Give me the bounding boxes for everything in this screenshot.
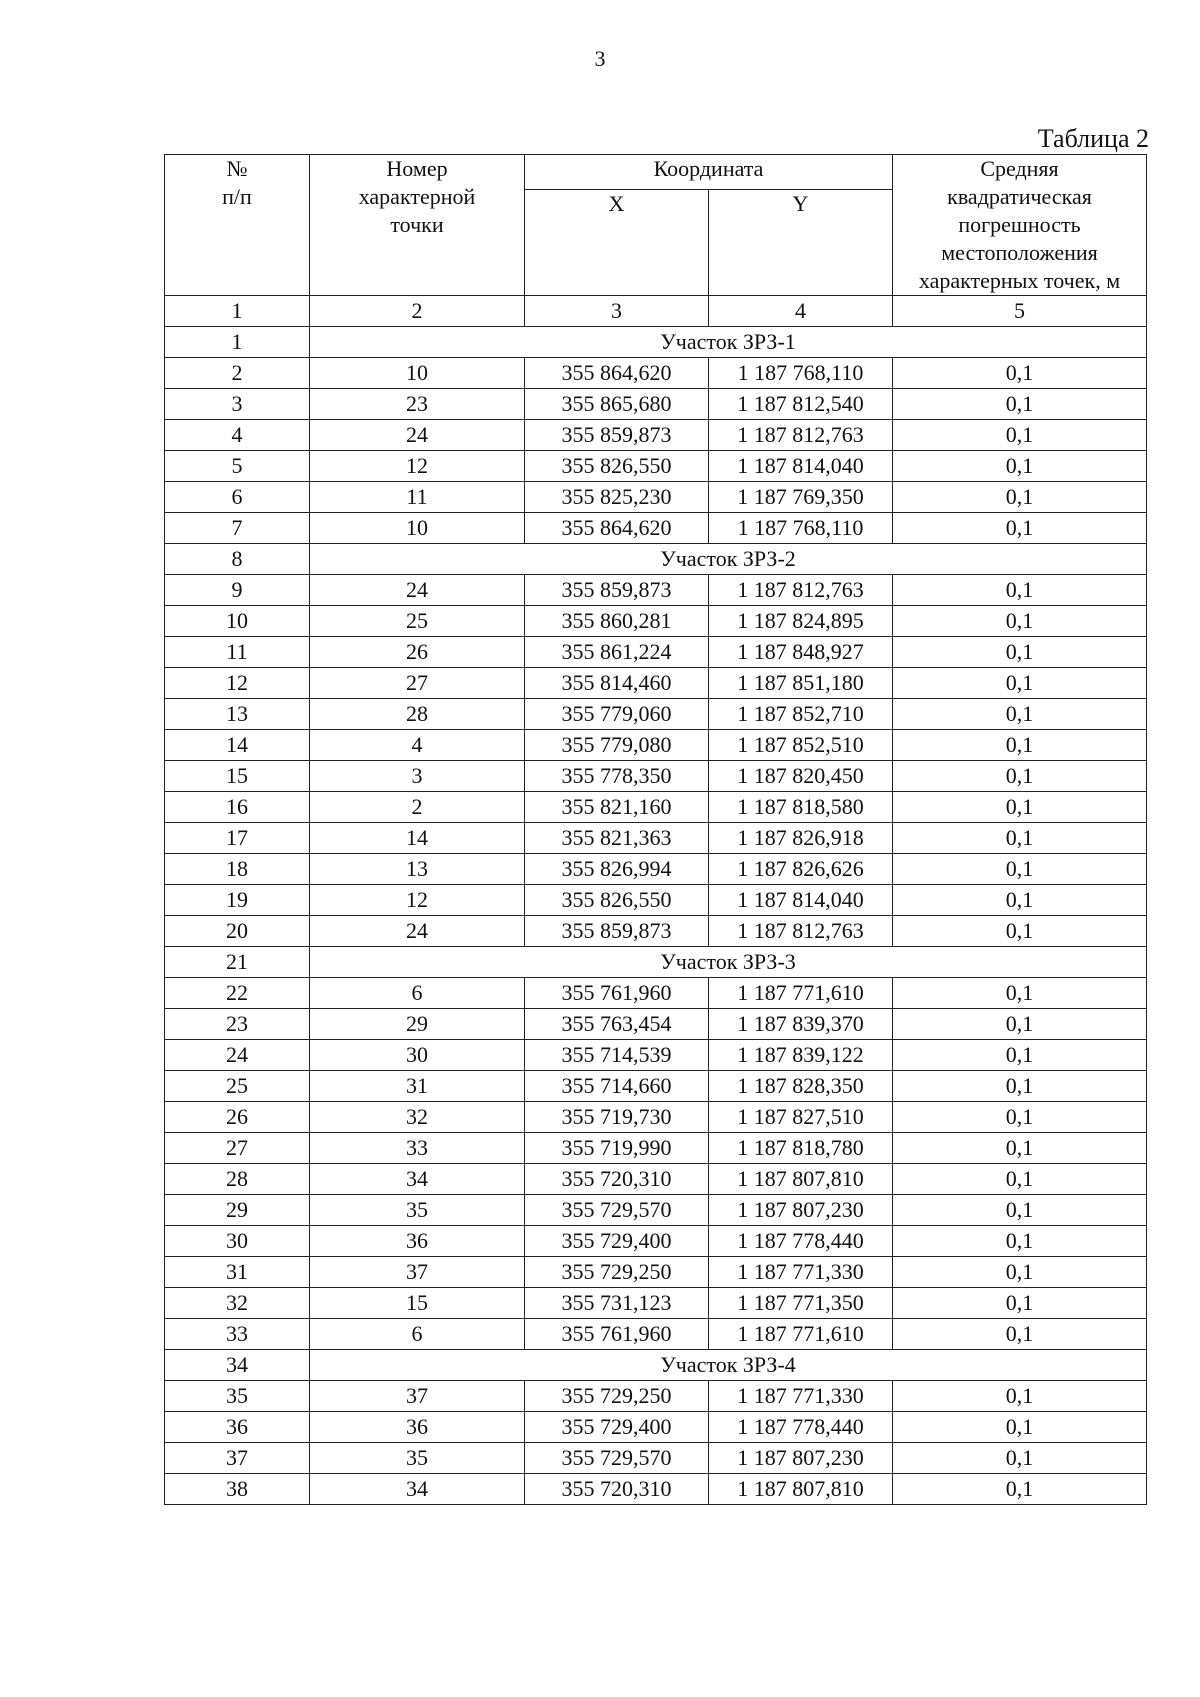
error-cell: 0,1: [893, 823, 1147, 854]
coordinate-x-cell: 355 859,873: [525, 420, 709, 451]
row-number-cell: 30: [165, 1226, 310, 1257]
coordinate-y-cell: 1 187 839,370: [709, 1009, 893, 1040]
point-number-cell: 30: [310, 1040, 525, 1071]
row-number-cell: 34: [165, 1350, 310, 1381]
row-number-cell: 3: [165, 389, 310, 420]
section-row: [165, 1350, 1147, 1381]
row-number-cell: 38: [165, 1474, 310, 1505]
coordinate-y-cell: 1 187 807,810: [709, 1474, 893, 1505]
coordinate-x-cell: 355 826,550: [525, 451, 709, 482]
row-number-cell: 13: [165, 699, 310, 730]
error-cell: 0,1: [893, 916, 1147, 947]
table-row: [165, 1474, 1147, 1505]
table-row: [165, 1319, 1147, 1350]
header-coordinate: Координата: [525, 155, 893, 190]
row-number-cell: 11: [165, 637, 310, 668]
table-row: [165, 606, 1147, 637]
coordinate-y-cell: 1 187 778,440: [709, 1412, 893, 1443]
error-cell: 0,1: [893, 885, 1147, 916]
table-row: [165, 1257, 1147, 1288]
error-cell: 0,1: [893, 792, 1147, 823]
point-number-cell: 33: [310, 1133, 525, 1164]
table-row: [165, 389, 1147, 420]
header-y: Y: [709, 189, 893, 295]
point-number-cell: 13: [310, 854, 525, 885]
row-number-cell: 27: [165, 1133, 310, 1164]
page-number: 3: [594, 46, 606, 71]
point-number-cell: 32: [310, 1102, 525, 1133]
error-cell: 0,1: [893, 1102, 1147, 1133]
table-header: [165, 155, 1147, 327]
coordinate-x-cell: 355 761,960: [525, 978, 709, 1009]
coordinate-y-cell: 1 187 824,895: [709, 606, 893, 637]
table-row: [165, 699, 1147, 730]
coordinate-x-cell: 355 719,990: [525, 1133, 709, 1164]
coordinate-y-cell: 1 187 839,122: [709, 1040, 893, 1071]
table-row: [165, 420, 1147, 451]
error-cell: 0,1: [893, 761, 1147, 792]
coordinate-y-cell: 1 187 852,710: [709, 699, 893, 730]
section-row: [165, 327, 1147, 358]
coordinate-x-cell: 355 821,363: [525, 823, 709, 854]
error-cell: 0,1: [893, 978, 1147, 1009]
error-cell: 0,1: [893, 513, 1147, 544]
coordinate-y-cell: 1 187 771,330: [709, 1257, 893, 1288]
table-row: [165, 1195, 1147, 1226]
row-number-cell: 15: [165, 761, 310, 792]
error-cell: 0,1: [893, 1412, 1147, 1443]
table-row: [165, 482, 1147, 513]
coordinate-y-cell: 1 187 828,350: [709, 1071, 893, 1102]
coordinate-x-cell: 355 825,230: [525, 482, 709, 513]
point-number-cell: 35: [310, 1195, 525, 1226]
error-cell: 0,1: [893, 1257, 1147, 1288]
coordinate-y-cell: 1 187 768,110: [709, 513, 893, 544]
coordinate-y-cell: 1 187 768,110: [709, 358, 893, 389]
coordinate-y-cell: 1 187 851,180: [709, 668, 893, 699]
point-number-cell: 10: [310, 358, 525, 389]
row-number-cell: 10: [165, 606, 310, 637]
row-number-cell: 8: [165, 544, 310, 575]
row-number-cell: 5: [165, 451, 310, 482]
point-number-cell: 35: [310, 1443, 525, 1474]
table-row: [165, 1412, 1147, 1443]
coordinate-x-cell: 355 731,123: [525, 1288, 709, 1319]
point-number-cell: 37: [310, 1257, 525, 1288]
coordinate-y-cell: 1 187 771,610: [709, 978, 893, 1009]
table-row: [165, 885, 1147, 916]
error-cell: 0,1: [893, 668, 1147, 699]
error-cell: 0,1: [893, 1288, 1147, 1319]
coordinate-y-cell: 1 187 771,350: [709, 1288, 893, 1319]
coordinate-y-cell: 1 187 826,626: [709, 854, 893, 885]
error-cell: 0,1: [893, 451, 1147, 482]
column-number: 3: [525, 296, 709, 327]
coordinate-y-cell: 1 187 778,440: [709, 1226, 893, 1257]
error-cell: 0,1: [893, 1195, 1147, 1226]
point-number-cell: 31: [310, 1071, 525, 1102]
section-title-cell: Участок ЗРЗ-1: [310, 327, 1147, 358]
coordinate-x-cell: 355 864,620: [525, 513, 709, 544]
coordinate-y-cell: 1 187 852,510: [709, 730, 893, 761]
point-number-cell: 25: [310, 606, 525, 637]
error-cell: 0,1: [893, 1040, 1147, 1071]
table-row: [165, 1164, 1147, 1195]
table-row: [165, 1009, 1147, 1040]
error-cell: 0,1: [893, 1319, 1147, 1350]
table-row: [165, 1288, 1147, 1319]
coordinate-x-cell: 355 763,454: [525, 1009, 709, 1040]
point-number-cell: 15: [310, 1288, 525, 1319]
table-row: [165, 451, 1147, 482]
header-x: X: [525, 189, 709, 295]
coordinate-x-cell: 355 729,250: [525, 1257, 709, 1288]
row-number-cell: 19: [165, 885, 310, 916]
coordinate-y-cell: 1 187 827,510: [709, 1102, 893, 1133]
coordinate-x-cell: 355 864,620: [525, 358, 709, 389]
error-cell: 0,1: [893, 1071, 1147, 1102]
coordinate-x-cell: 355 714,660: [525, 1071, 709, 1102]
error-cell: 0,1: [893, 637, 1147, 668]
coordinate-y-cell: 1 187 820,450: [709, 761, 893, 792]
coordinate-y-cell: 1 187 814,040: [709, 885, 893, 916]
error-cell: 0,1: [893, 699, 1147, 730]
table-row: [165, 823, 1147, 854]
column-number: 5: [893, 296, 1147, 327]
coordinate-y-cell: 1 187 848,927: [709, 637, 893, 668]
point-number-cell: 24: [310, 420, 525, 451]
coordinate-y-cell: 1 187 771,330: [709, 1381, 893, 1412]
coordinate-x-cell: 355 814,460: [525, 668, 709, 699]
table-row: [165, 575, 1147, 606]
point-number-cell: 11: [310, 482, 525, 513]
coordinate-x-cell: 355 761,960: [525, 1319, 709, 1350]
table-row: [165, 1133, 1147, 1164]
row-number-cell: 20: [165, 916, 310, 947]
coordinate-x-cell: 355 865,680: [525, 389, 709, 420]
error-cell: 0,1: [893, 730, 1147, 761]
coordinate-x-cell: 355 779,080: [525, 730, 709, 761]
point-number-cell: 37: [310, 1381, 525, 1412]
coordinate-y-cell: 1 187 769,350: [709, 482, 893, 513]
coordinate-y-cell: 1 187 818,580: [709, 792, 893, 823]
table-body: [165, 327, 1147, 1505]
point-number-cell: 24: [310, 916, 525, 947]
row-number-cell: 4: [165, 420, 310, 451]
header-number: № п/п: [165, 155, 310, 296]
error-cell: 0,1: [893, 1164, 1147, 1195]
coordinate-y-cell: 1 187 771,610: [709, 1319, 893, 1350]
point-number-cell: 6: [310, 978, 525, 1009]
coordinate-y-cell: 1 187 812,540: [709, 389, 893, 420]
table-row: [165, 1443, 1147, 1474]
point-number-cell: 2: [310, 792, 525, 823]
row-number-cell: 29: [165, 1195, 310, 1226]
row-number-cell: 6: [165, 482, 310, 513]
coordinate-y-cell: 1 187 807,230: [709, 1195, 893, 1226]
coordinate-y-cell: 1 187 812,763: [709, 916, 893, 947]
error-cell: 0,1: [893, 1474, 1147, 1505]
table-row: [165, 761, 1147, 792]
table-row: [165, 358, 1147, 389]
coordinate-x-cell: 355 720,310: [525, 1164, 709, 1195]
column-number: 4: [709, 296, 893, 327]
coordinate-x-cell: 355 859,873: [525, 916, 709, 947]
table-row: [165, 978, 1147, 1009]
row-number-cell: 21: [165, 947, 310, 978]
point-number-cell: 28: [310, 699, 525, 730]
error-cell: 0,1: [893, 358, 1147, 389]
error-cell: 0,1: [893, 854, 1147, 885]
coordinate-x-cell: 355 861,224: [525, 637, 709, 668]
point-number-cell: 6: [310, 1319, 525, 1350]
point-number-cell: 36: [310, 1226, 525, 1257]
table-row: [165, 1071, 1147, 1102]
error-cell: 0,1: [893, 1226, 1147, 1257]
coordinate-x-cell: 355 860,281: [525, 606, 709, 637]
coordinate-x-cell: 355 826,994: [525, 854, 709, 885]
row-number-cell: 17: [165, 823, 310, 854]
column-numbers-row: [165, 296, 1147, 327]
point-number-cell: 12: [310, 451, 525, 482]
header-point-number: Номер характерной точки: [310, 155, 525, 296]
table-row: [165, 730, 1147, 761]
table-row: [165, 668, 1147, 699]
row-number-cell: 33: [165, 1319, 310, 1350]
coordinates-table: [164, 154, 1147, 1505]
coordinate-x-cell: 355 729,250: [525, 1381, 709, 1412]
coordinate-x-cell: 355 826,550: [525, 885, 709, 916]
column-number: 1: [165, 296, 310, 327]
coordinate-y-cell: 1 187 818,780: [709, 1133, 893, 1164]
row-number-cell: 14: [165, 730, 310, 761]
table-caption: Таблица 2: [1037, 124, 1149, 153]
error-cell: 0,1: [893, 482, 1147, 513]
table-row: [165, 1381, 1147, 1412]
point-number-cell: 14: [310, 823, 525, 854]
coordinate-y-cell: 1 187 826,918: [709, 823, 893, 854]
point-number-cell: 10: [310, 513, 525, 544]
point-number-cell: 36: [310, 1412, 525, 1443]
table-row: [165, 1102, 1147, 1133]
section-title-cell: Участок ЗРЗ-3: [310, 947, 1147, 978]
column-number: 2: [310, 296, 525, 327]
row-number-cell: 31: [165, 1257, 310, 1288]
point-number-cell: 34: [310, 1164, 525, 1195]
section-title-cell: Участок ЗРЗ-4: [310, 1350, 1147, 1381]
coordinate-y-cell: 1 187 812,763: [709, 575, 893, 606]
row-number-cell: 36: [165, 1412, 310, 1443]
point-number-cell: 3: [310, 761, 525, 792]
coordinate-y-cell: 1 187 814,040: [709, 451, 893, 482]
row-number-cell: 25: [165, 1071, 310, 1102]
row-number-cell: 24: [165, 1040, 310, 1071]
row-number-cell: 35: [165, 1381, 310, 1412]
error-cell: 0,1: [893, 1009, 1147, 1040]
row-number-cell: 18: [165, 854, 310, 885]
coordinate-y-cell: 1 187 807,810: [709, 1164, 893, 1195]
row-number-cell: 37: [165, 1443, 310, 1474]
section-row: [165, 544, 1147, 575]
row-number-cell: 16: [165, 792, 310, 823]
table-row: [165, 513, 1147, 544]
coordinate-x-cell: 355 729,400: [525, 1412, 709, 1443]
coordinate-x-cell: 355 719,730: [525, 1102, 709, 1133]
row-number-cell: 28: [165, 1164, 310, 1195]
coordinate-y-cell: 1 187 807,230: [709, 1443, 893, 1474]
table-row: [165, 1226, 1147, 1257]
row-number-cell: 2: [165, 358, 310, 389]
header-error: Средняя квадратическая погрешность местоположения характерных точек, м: [893, 155, 1147, 296]
point-number-cell: 24: [310, 575, 525, 606]
table-row: [165, 1040, 1147, 1071]
row-number-cell: 22: [165, 978, 310, 1009]
coordinate-x-cell: 355 729,570: [525, 1443, 709, 1474]
coordinate-x-cell: 355 714,539: [525, 1040, 709, 1071]
section-title-cell: Участок ЗРЗ-2: [310, 544, 1147, 575]
error-cell: 0,1: [893, 1133, 1147, 1164]
table-row: [165, 916, 1147, 947]
coordinate-x-cell: 355 821,160: [525, 792, 709, 823]
row-number-cell: 7: [165, 513, 310, 544]
table-row: [165, 792, 1147, 823]
error-cell: 0,1: [893, 389, 1147, 420]
row-number-cell: 23: [165, 1009, 310, 1040]
row-number-cell: 32: [165, 1288, 310, 1319]
point-number-cell: 4: [310, 730, 525, 761]
coordinate-x-cell: 355 778,350: [525, 761, 709, 792]
point-number-cell: 29: [310, 1009, 525, 1040]
point-number-cell: 12: [310, 885, 525, 916]
coordinate-x-cell: 355 859,873: [525, 575, 709, 606]
row-number-cell: 12: [165, 668, 310, 699]
error-cell: 0,1: [893, 420, 1147, 451]
point-number-cell: 26: [310, 637, 525, 668]
table-row: [165, 854, 1147, 885]
error-cell: 0,1: [893, 1443, 1147, 1474]
error-cell: 0,1: [893, 575, 1147, 606]
point-number-cell: 27: [310, 668, 525, 699]
table-row: [165, 637, 1147, 668]
coordinate-x-cell: 355 720,310: [525, 1474, 709, 1505]
row-number-cell: 26: [165, 1102, 310, 1133]
error-cell: 0,1: [893, 1381, 1147, 1412]
coordinate-x-cell: 355 729,400: [525, 1226, 709, 1257]
coordinate-y-cell: 1 187 812,763: [709, 420, 893, 451]
section-row: [165, 947, 1147, 978]
coordinate-x-cell: 355 729,570: [525, 1195, 709, 1226]
row-number-cell: 1: [165, 327, 310, 358]
coordinate-x-cell: 355 779,060: [525, 699, 709, 730]
row-number-cell: 9: [165, 575, 310, 606]
point-number-cell: 23: [310, 389, 525, 420]
error-cell: 0,1: [893, 606, 1147, 637]
point-number-cell: 34: [310, 1474, 525, 1505]
